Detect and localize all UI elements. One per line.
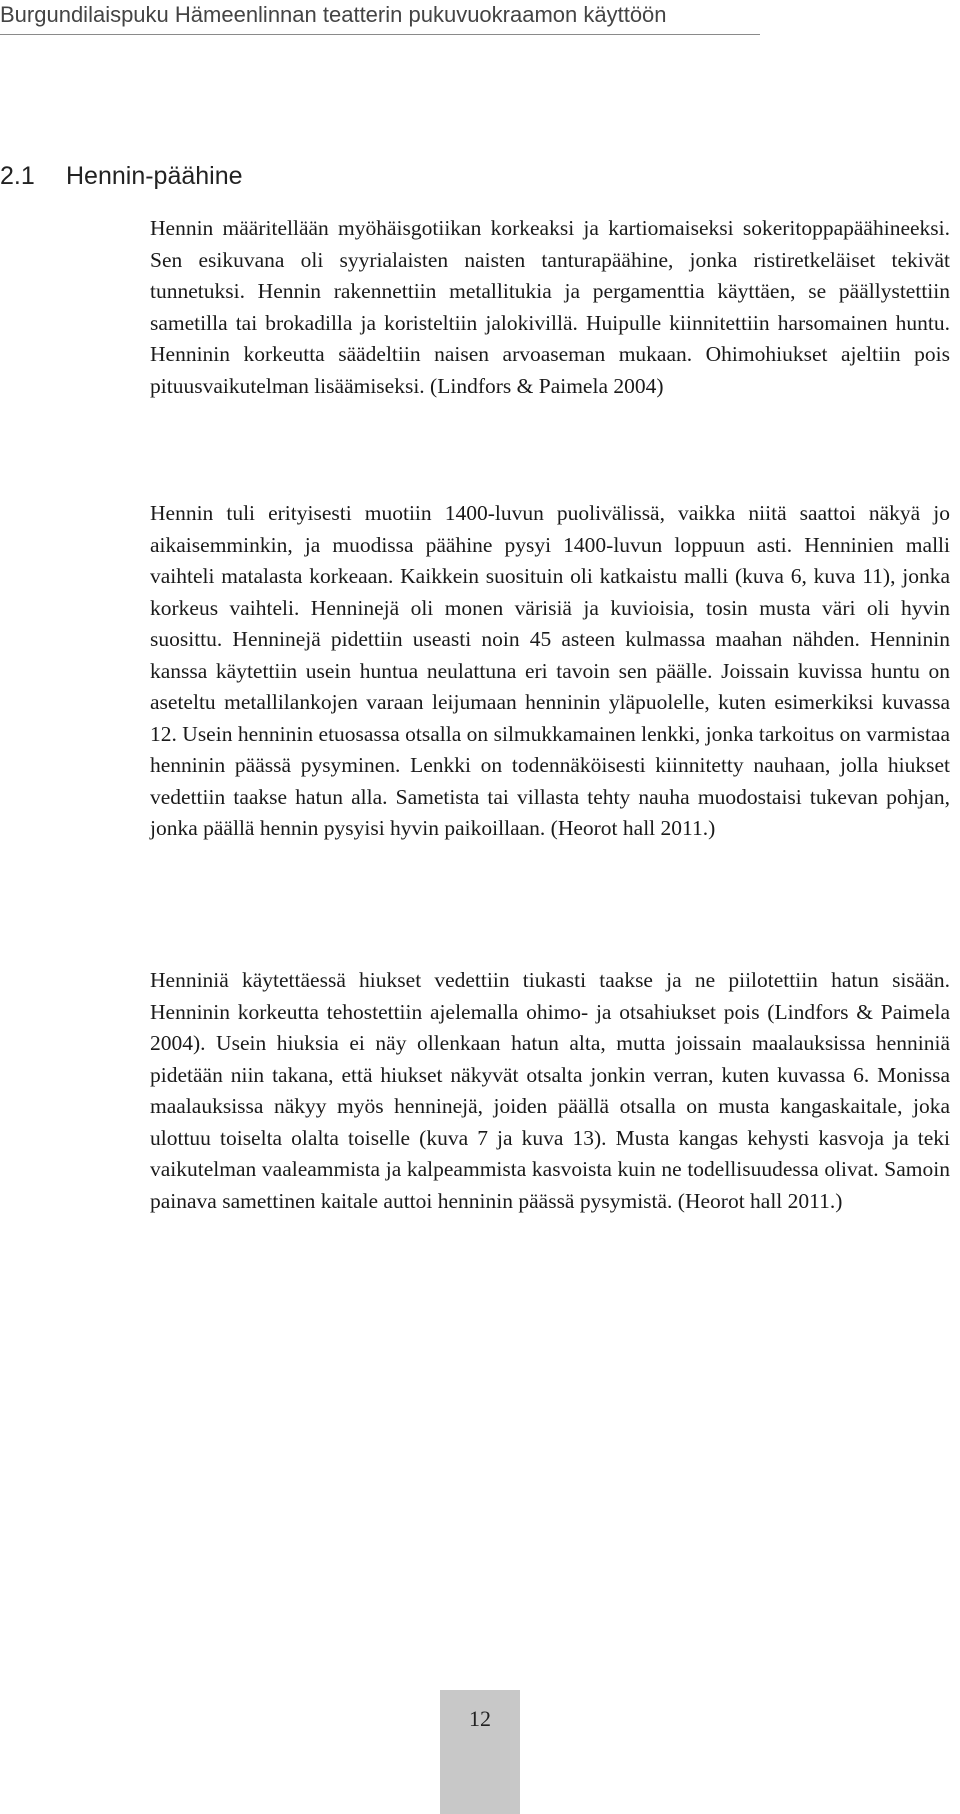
page-number-box bbox=[440, 1690, 520, 1814]
body-paragraph-2: Hennin tuli erityisesti muotiin 1400-luvun puolivälissä, vaikka niitä saattoi näkyä jo aikaisemminkin, ja muodissa päähine pysyi 1400-luvun loppuun asti. Henninien malli vaihteli matalasta korkeaan. Kaikkein suosituin oli katkaistu malli (kuva 6, kuva 11), jonka korkeus vaihteli. Henninejä oli monen värisiä ja kuvioisia, tosin musta väri oli hyvin suosittu. Henninejä pidettiin useasti noin 45 asteen kulmassa maahan nähden. Henninin kanssa käytettiin usein huntua neulattuna eri tavoin sen päälle. Joissain kuvissa huntu on aseteltu metallilankojen varaan leijumaan henninin yläpuolelle, kuten esimerkiksi kuvassa 12. Usein henninin etuosassa otsalla on silmukkamainen lenkki, jonka tarkoitus on varmistaa henninin päässä pysyminen. Lenkki on todennäköisesti kiinnitetty nauhaan, jolla hiukset vedettiin taakse hatun alla. Sametista tai villasta tehty nauha muodostaisi tukevan pohjan, jonka päällä hennin pysyisi hyvin paikoillaan. (Heorot hall 2011.) bbox=[150, 501, 950, 840]
running-header bbox=[0, 0, 760, 35]
body-paragraph-1: Hennin määritellään myöhäisgotiikan korkeaksi ja kartiomaiseksi sokeritoppapäähineeksi. Sen esikuvana oli syyrialaisten naisten tanturapäähine, jonka ristiretkeläiset tekivät tunnetuksi. Hennin rakennettiin metallitukia ja pergamenttia käyttäen, se päällystettiin sametilla tai brokadilla ja koristeltiin jalokivillä. Huipulle kiinnitettiin harsomainen huntu. Henninin korkeutta säädeltiin naisen arvoaseman mukaan. Ohimohiukset ajeltiin pois pituusvaikutelman lisäämiseksi. (Lindfors & Paimela 2004) bbox=[150, 216, 950, 398]
section-number: 2.1 bbox=[0, 162, 35, 190]
running-header-title: Burgundilaispuku Hämeenlinnan teatterin pukuvuokraamon käyttöön bbox=[0, 2, 667, 27]
section-heading bbox=[0, 162, 243, 191]
section-title: Hennin-päähine bbox=[66, 162, 243, 190]
page-number: 12 bbox=[469, 1706, 491, 1731]
body-paragraph-3: Henniniä käytettäessä hiukset vedettiin tiukasti taakse ja ne piilotettiin hatun sisään. Henninin korkeutta tehostettiin ajelemalla ohimo- ja otsahiukset pois (Lindfors & Paimela 2004). Usein hiuksia ei näy ollenkaan hatun alta, mutta joissain maalauksissa henniniä pidetään niin takana, että hiukset näkyvät otsalta jonkin verran, kuten kuvassa 6. Monissa maalauksissa näkyy myös henninejä, joiden päällä otsalla on musta kangaskaitale, joka ulottuu toiselta olalta toiselle (kuva 7 ja kuva 13). Musta kangas kehysti kasvoja ja teki vaikutelman vaaleammista ja kalpeammista kasvoista kuin ne todellisuudessa olivat. Samoin painava samettinen kaitale auttoi henninin päässä pysymistä. (Heorot hall 2011.) bbox=[150, 968, 950, 1213]
